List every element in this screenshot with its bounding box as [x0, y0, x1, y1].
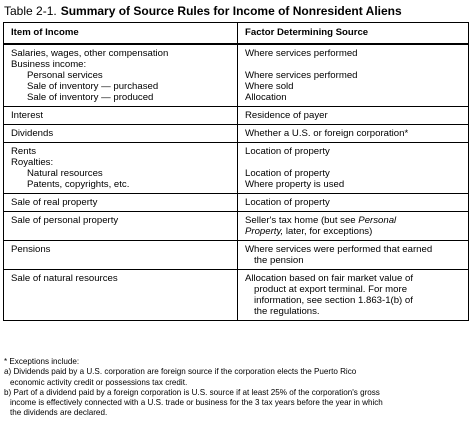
- item-subline: Sale of inventory — produced: [27, 92, 154, 103]
- footnote: [4, 357, 472, 419]
- item-subline: Patents, copyrights, etc.: [27, 179, 130, 190]
- item-cell: Interest: [4, 107, 238, 125]
- factor-line: Where property is used: [245, 179, 345, 190]
- factor-line: [245, 226, 462, 237]
- header-factor-determining-source: Factor Determining Source: [238, 23, 469, 45]
- item-cell: Sale of personal property: [4, 212, 238, 241]
- factor-line: Where services performed: [245, 70, 358, 81]
- factor-cell: [238, 44, 469, 107]
- factor-spacer: [245, 157, 462, 168]
- factor-cell: Whether a U.S. or foreign corporation*: [238, 125, 469, 143]
- footnote-item-a: a) Dividends paid by a U.S. corporation are foreign source if the corporation elects the Puerto Rico: [4, 367, 357, 377]
- factor-cell: [238, 270, 469, 321]
- table-heading: Summary of Source Rules for Income of Nonresident Aliens: [60, 4, 402, 18]
- table-row: [4, 143, 469, 194]
- item-cell: [4, 143, 238, 194]
- item-cell: Pensions: [4, 241, 238, 270]
- footnote-item-b-cont: income is effectively connected with a U.S. trade or business for the 3 tax years before the year in which: [10, 398, 383, 408]
- factor-text: later, for exceptions): [285, 226, 373, 237]
- footnote-item-b: b) Part of a dividend paid by a foreign corporation is U.S. source if at least 25% of the corporation's gross: [4, 387, 380, 397]
- factor-line: Where services were performed that earned: [245, 244, 433, 255]
- table-row: [4, 212, 469, 241]
- table-header-row: [4, 23, 469, 45]
- table-row: [4, 270, 469, 321]
- factor-cell: Residence of payer: [238, 107, 469, 125]
- factor-line: information, see section 1.863-1(b) of: [254, 295, 413, 306]
- source-rules-table: [3, 22, 469, 321]
- factor-line: the pension: [254, 255, 304, 266]
- item-line: Business income:: [11, 59, 87, 70]
- factor-line: the regulations.: [254, 306, 320, 317]
- factor-line: Location of property: [245, 146, 330, 157]
- table-number: Table 2-1.: [4, 4, 57, 18]
- footnote-lead: * Exceptions include:: [4, 357, 80, 366]
- factor-text: Seller's tax home (but see: [245, 215, 356, 226]
- table-row: [4, 241, 469, 270]
- item-line: Royalties:: [11, 157, 54, 168]
- item-cell: Dividends: [4, 125, 238, 143]
- footnote-item-b-cont: the dividends are declared.: [10, 408, 108, 418]
- table-row: [4, 107, 469, 125]
- item-line: Rents: [11, 146, 37, 157]
- header-item-of-income: Item of Income: [4, 23, 238, 45]
- item-subline: Personal services: [27, 70, 103, 81]
- factor-spacer: [245, 59, 462, 70]
- factor-cell: [238, 212, 469, 241]
- factor-line: [245, 215, 462, 226]
- table-row: [4, 44, 469, 107]
- factor-line: Where services performed: [245, 48, 358, 59]
- item-cell: Sale of real property: [4, 194, 238, 212]
- factor-cell: [238, 143, 469, 194]
- factor-line: Allocation: [245, 92, 287, 103]
- item-cell: Sale of natural resources: [4, 270, 238, 321]
- factor-line: product at export terminal. For more: [254, 284, 408, 295]
- table-title: [4, 4, 402, 18]
- factor-cell: Location of property: [238, 194, 469, 212]
- item-subline: Natural resources: [27, 168, 103, 179]
- table-row: [4, 125, 469, 143]
- cross-reference: Property,: [245, 226, 284, 237]
- item-subline: Sale of inventory — purchased: [27, 81, 159, 92]
- factor-line: Location of property: [245, 168, 330, 179]
- item-cell: [4, 44, 238, 107]
- footnote-item-a-cont: economic activity credit or possessions tax credit.: [10, 377, 188, 387]
- cross-reference: Personal: [358, 215, 397, 226]
- factor-line: Allocation based on fair market value of: [245, 273, 413, 284]
- item-line: Salaries, wages, other compensation: [11, 48, 169, 59]
- table-row: [4, 194, 469, 212]
- factor-cell: [238, 241, 469, 270]
- factor-line: Where sold: [245, 81, 294, 92]
